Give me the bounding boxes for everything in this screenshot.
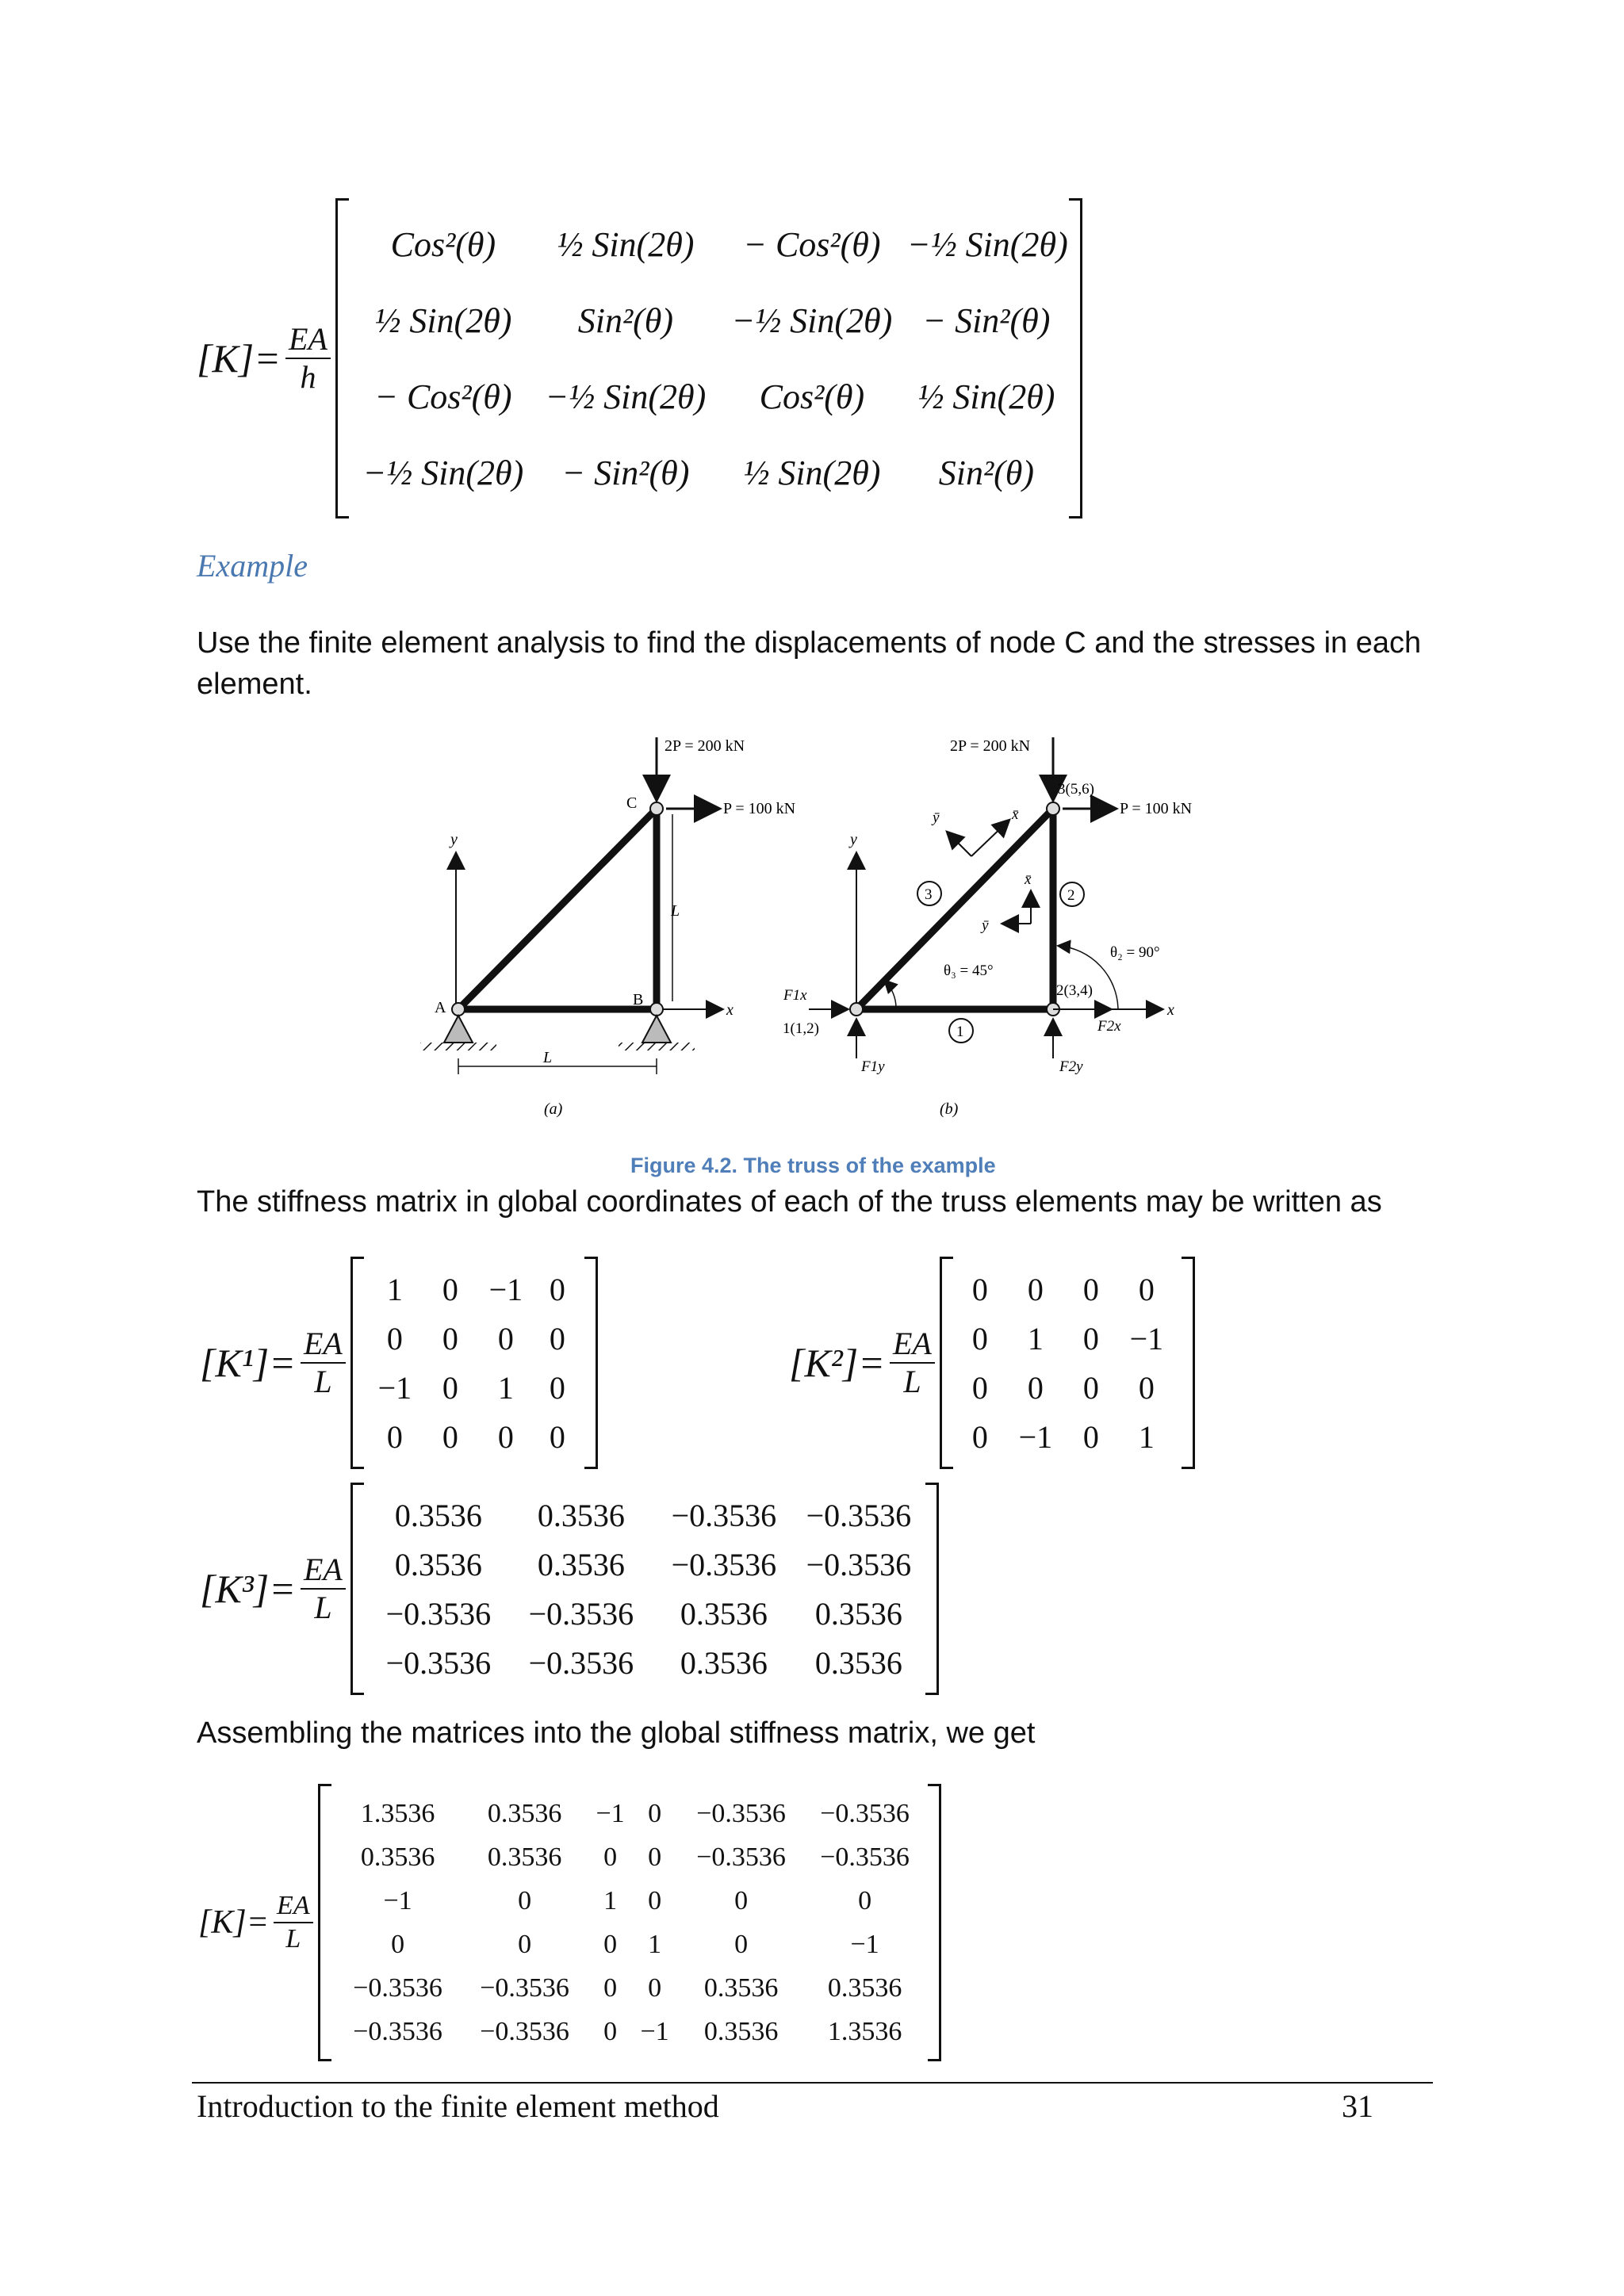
matrix-cell: 0.3536	[680, 1595, 768, 1632]
matrix-cell: ½ Sin(2θ)	[917, 377, 1055, 416]
matrix-cell: 1	[1138, 1418, 1155, 1455]
matrix-cell: − Sin²(θ)	[561, 453, 690, 492]
matrix-cell: −½ Sin(2θ)	[362, 453, 524, 492]
matrix-cell: 0	[648, 1798, 662, 1828]
matrix-cell: 0.3536	[814, 1644, 902, 1681]
matrix-cell: 0.3536	[814, 1595, 902, 1632]
reaction-f2x-label: F2x	[1097, 1018, 1121, 1035]
matrix-cell: 0	[648, 1885, 662, 1915]
assemble-paragraph: Assembling the matrices into the global stiffness matrix, we get	[197, 1716, 1036, 1750]
node-3-label: 3(5,6)	[1058, 781, 1094, 798]
example-heading: Example	[197, 548, 308, 584]
matrix-cell: ½ Sin(2θ)	[557, 224, 695, 264]
matrix-cell: 1	[603, 1885, 618, 1915]
matrix-cell: −0.3536	[528, 1595, 634, 1632]
subfigure-b-label: (b)	[940, 1100, 959, 1118]
k2-matrix-body	[940, 1257, 1195, 1469]
matrix-cell: 0	[1082, 1369, 1099, 1406]
matrix-cell: −1	[488, 1271, 523, 1307]
matrix-cell: 0	[971, 1418, 988, 1455]
matrix-cell: 0	[603, 2016, 618, 2046]
matrix-cell: 0	[442, 1271, 458, 1307]
matrix-cell: −1	[596, 1798, 625, 1828]
matrix-cell: −1	[377, 1369, 412, 1406]
figure-caption: Figure 4.2. The truss of the example	[630, 1154, 996, 1177]
matrix-cell: −0.3536	[806, 1546, 912, 1582]
matrix-cell: −0.3536	[385, 1595, 492, 1632]
matrix-cell: 0.3536	[537, 1546, 625, 1582]
matrix-cell: −0.3536	[820, 1842, 910, 1872]
ea-over-l: $\frac{EA}{L}$	[274, 1892, 313, 1953]
matrix-cell: Sin²(θ)	[938, 453, 1035, 492]
matrix-cell: −0.3536	[385, 1644, 492, 1681]
matrix-cell: 0	[1082, 1418, 1099, 1455]
matrix-cell: 0.3536	[487, 1842, 562, 1872]
matrix-cell: 0	[858, 1885, 872, 1915]
matrix-cell: −0.3536	[671, 1546, 777, 1582]
matrix-cell: 1	[1027, 1320, 1044, 1357]
matrix-cell: 0	[603, 1842, 618, 1872]
matrix-cell: 0	[442, 1369, 458, 1406]
matrix-cell: −1	[383, 1885, 412, 1915]
matrix-cell: −0.3536	[480, 1973, 569, 2003]
load-top-b: 2P = 200 kN	[950, 737, 1031, 755]
matrix-cell: 0	[497, 1320, 514, 1357]
matrix-cell: 0.3536	[394, 1546, 482, 1582]
load-top-a: 2P = 200 kN	[665, 737, 745, 755]
axis-x-a: x	[726, 1001, 733, 1019]
figure-panel-a	[420, 737, 795, 1118]
ea-over-l: $\frac{EA}{L}$	[301, 1553, 346, 1624]
matrix-cell: 0.3536	[360, 1842, 435, 1872]
intro-paragraph: Use the finite element analysis to find the displacements of node C and the stresses in each element.	[197, 626, 1422, 701]
node-c-label: C	[626, 794, 638, 812]
node-1-label: 1(1,2)	[783, 1020, 819, 1037]
matrix-cell: 0	[386, 1320, 403, 1357]
matrix-cell: 0	[549, 1271, 565, 1307]
matrix-cell: 0	[648, 1842, 662, 1872]
matrix-cell: 1	[648, 1929, 662, 1959]
matrix-cell: 0.3536	[537, 1497, 625, 1533]
matrix-cell: 0.3536	[680, 1644, 768, 1681]
kglobal-matrix-body	[318, 1784, 941, 2061]
matrix-cell: 0	[518, 1929, 532, 1959]
matrix-cell: −0.3536	[696, 1842, 786, 1872]
matrix-cell: 0.3536	[827, 1973, 902, 2003]
matrix-cell: 0	[549, 1369, 565, 1406]
matrix-cell: 0	[518, 1885, 532, 1915]
figure-panel-b	[783, 737, 1192, 1118]
matrix-cell: − Cos²(θ)	[374, 377, 512, 416]
stiffness-paragraph: The stiffness matrix in global coordinates of each of the truss elements may be written as	[197, 1185, 1382, 1219]
matrix-cell: −0.3536	[671, 1497, 777, 1533]
matrix-cell: 0	[603, 1973, 618, 2003]
matrix-cell: − Sin²(θ)	[922, 300, 1051, 340]
reaction-f2y-label: F2y	[1059, 1058, 1083, 1075]
ea-over-l: $\frac{EA}{L}$	[301, 1327, 346, 1399]
k3-lhs: [K³]=	[200, 1567, 296, 1611]
matrix-cell: −0.3536	[480, 2016, 569, 2046]
matrix-lhs: [K]=	[197, 336, 282, 381]
theta2-label: θ₂ = 90°	[1110, 944, 1160, 961]
matrix-cell: ½ Sin(2θ)	[743, 453, 881, 492]
element-2-number: 2	[1067, 887, 1075, 904]
k1-lhs: [K¹]=	[200, 1341, 296, 1385]
matrix-cell: 0.3536	[703, 1973, 779, 2003]
matrix-cell: 0	[497, 1418, 514, 1455]
matrix-cell: −1	[1129, 1320, 1164, 1357]
k3-equation	[200, 1483, 939, 1695]
matrix-cell: 0	[1027, 1369, 1044, 1406]
matrix-cell: 0	[1027, 1271, 1044, 1307]
matrix-cell: 0	[971, 1271, 988, 1307]
matrix-cell: −0.3536	[353, 1973, 442, 2003]
k2-lhs: [K²]=	[789, 1341, 885, 1385]
axis-x-b: x	[1167, 1001, 1174, 1019]
matrix-cell: 0	[549, 1418, 565, 1455]
local-x-label-3: x̄	[1012, 806, 1019, 823]
matrix-cell: 0.3536	[487, 1798, 562, 1828]
kglobal-lhs: [K]=	[198, 1904, 270, 1941]
k3-matrix-body	[350, 1483, 939, 1695]
matrix-cell: −0.3536	[696, 1798, 786, 1828]
general-matrix-body	[335, 198, 1082, 519]
element-1-number: 1	[956, 1024, 964, 1040]
matrix-cell: 0	[603, 1929, 618, 1959]
matrix-cell: 0	[971, 1320, 988, 1357]
matrix-cell: 0	[971, 1369, 988, 1406]
matrix-cell: −½ Sin(2θ)	[906, 224, 1068, 264]
matrix-cell: − Cos²(θ)	[743, 224, 881, 264]
theta3-label: θ₃ = 45°	[944, 962, 994, 979]
footer-rule	[192, 2082, 1433, 2084]
footer-title: Introduction to the finite element method	[197, 2088, 719, 2124]
matrix-cell: 0	[1138, 1271, 1155, 1307]
k1-equation	[200, 1257, 598, 1469]
matrix-cell: −½ Sin(2θ)	[545, 377, 707, 416]
matrix-cell: 0	[648, 1973, 662, 2003]
axis-y-b: y	[850, 831, 857, 848]
matrix-cell: 0.3536	[703, 2016, 779, 2046]
matrix-cell: −0.3536	[820, 1798, 910, 1828]
subfigure-a-label: (a)	[544, 1100, 563, 1118]
matrix-cell: 1	[386, 1271, 403, 1307]
ea-over-h: $\frac{EA}{h}$	[285, 323, 331, 394]
matrix-cell: 0	[734, 1929, 749, 1959]
matrix-cell: ½ Sin(2θ)	[374, 300, 512, 340]
matrix-cell: −0.3536	[806, 1497, 912, 1533]
matrix-cell: 0	[1138, 1369, 1155, 1406]
matrix-cell: −0.3536	[353, 2016, 442, 2046]
axis-y-a: y	[450, 831, 458, 848]
node-2-label: 2(3,4)	[1056, 982, 1093, 999]
matrix-cell: −1	[1018, 1418, 1053, 1455]
load-right-a: P = 100 kN	[723, 800, 796, 817]
matrix-cell: −0.3536	[528, 1644, 634, 1681]
matrix-cell: Cos²(θ)	[759, 377, 865, 416]
length-vertical-label: L	[671, 902, 680, 920]
matrix-cell: 0	[549, 1320, 565, 1357]
reaction-f1x-label: F1x	[783, 987, 807, 1004]
length-horizontal-label: L	[543, 1049, 553, 1066]
matrix-cell: 1.3536	[827, 2016, 902, 2046]
ea-over-l: $\frac{EA}{L}$	[890, 1327, 935, 1399]
k2-equation	[789, 1257, 1195, 1469]
load-right-b: P = 100 kN	[1120, 800, 1193, 817]
matrix-cell: Sin²(θ)	[577, 300, 674, 340]
local-y-label-2: ȳ	[982, 917, 989, 934]
matrix-cell: −½ Sin(2θ)	[731, 300, 893, 340]
local-x-label-2: x̄	[1025, 871, 1032, 888]
matrix-cell: 0	[391, 1929, 405, 1959]
node-a-label: A	[435, 999, 446, 1016]
general-stiffness-equation	[197, 198, 1082, 519]
matrix-cell: 0	[734, 1885, 749, 1915]
node-b-label: B	[633, 991, 644, 1008]
local-y-label-3: ȳ	[933, 809, 940, 826]
element-3-number: 3	[925, 886, 933, 903]
matrix-cell: 0	[1082, 1320, 1099, 1357]
matrix-cell: Cos²(θ)	[390, 224, 496, 264]
truss-figure	[198, 725, 1467, 1138]
matrix-cell: 0.3536	[394, 1497, 482, 1533]
matrix-cell: 0	[386, 1418, 403, 1455]
global-k-equation	[198, 1784, 941, 2061]
matrix-cell: −1	[640, 2016, 669, 2046]
matrix-cell: −1	[850, 1929, 879, 1959]
matrix-cell: 1	[497, 1369, 514, 1406]
matrix-cell: 1.3536	[360, 1798, 435, 1828]
reaction-f1y-label: F1y	[861, 1058, 885, 1075]
matrix-cell: 0	[1082, 1271, 1099, 1307]
matrix-cell: 0	[442, 1418, 458, 1455]
page-number: 31	[1342, 2088, 1373, 2124]
k1-matrix-body	[350, 1257, 598, 1469]
matrix-cell: 0	[442, 1320, 458, 1357]
